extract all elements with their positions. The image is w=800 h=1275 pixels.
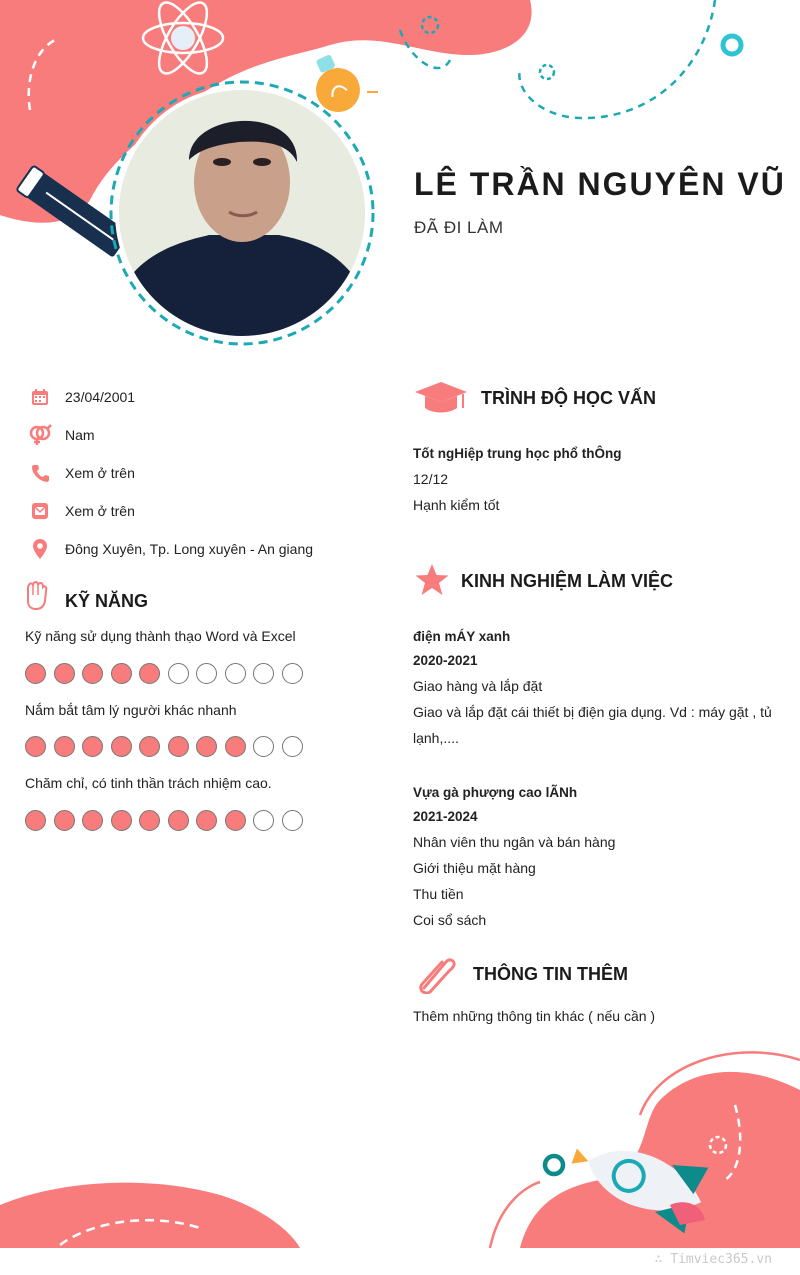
job-company: điện mÁY xanh [413,629,511,644]
skill-dot-filled [139,736,160,757]
calendar-icon [28,385,52,409]
skill-dot-filled [82,736,103,757]
site-watermark: ∴ Timviec365.vn [654,1252,772,1267]
skill-dot-filled [25,663,46,684]
profile-photo [119,90,365,336]
graduation-cap-icon [413,380,469,419]
skill-dot-filled [111,736,132,757]
experience-title: KINH NGHIỆM LÀM VIỆC [461,571,674,591]
skill-dot-empty [253,810,274,831]
skill-dot-filled [54,736,75,757]
job-detail: Giao và lắp đặt cái thiết bị điện gia dụng. Vd : máy gặt , tủ lạnh,.... [413,704,772,746]
skill-dot-empty [253,663,274,684]
job-detail: Giới thiệu mặt hàng [413,860,536,876]
education-school: Tốt ngHiệp trung học phổ thÔng [413,446,622,461]
email-icon [28,499,52,523]
birthdate-value: 23/04/2001 [65,389,136,405]
info-birthdate [28,385,135,409]
job-company: Vựa gà phượng cao lÃNh [413,785,578,800]
skill-dot-filled [25,736,46,757]
info-address [28,537,313,561]
additional-title: THÔNG TIN THÊM [473,964,628,984]
info-gender [28,423,95,447]
skill-dot-filled [54,663,75,684]
additional-text: Thêm những thông tin khác ( nếu cần ) [413,1008,656,1024]
skill-name: Kỹ năng sử dụng thành thạo Word và Excel [25,628,296,644]
skill-dot-filled [225,810,246,831]
gender-icon [28,423,52,447]
skill-dot-filled [82,663,103,684]
skill-dot-filled [225,736,246,757]
skill-rating [25,663,303,684]
skill-dot-filled [111,810,132,831]
skill-dot-filled [168,810,189,831]
fist-icon [24,579,48,616]
job-role: Nhân viên thu ngân và bán hàng [413,834,616,850]
skill-dot-filled [168,736,189,757]
skill-rating [25,736,303,757]
skill-dot-empty [282,736,303,757]
job-period: 2021-2024 [413,809,478,824]
skill-dot-filled [139,810,160,831]
email-value: Xem ở trên [65,503,135,519]
info-email [28,499,135,523]
skills-title: KỸ NĂNG [65,591,149,611]
skill-dot-empty [282,810,303,831]
skill-dot-filled [82,810,103,831]
education-title: TRÌNH ĐỘ HỌC VẤN [481,388,656,408]
skill-dot-empty [196,663,217,684]
skill-dot-filled [139,663,160,684]
skill-dot-filled [25,810,46,831]
job-detail: Thu tiền [413,886,464,902]
gender-value: Nam [65,427,95,443]
skill-dot-filled [196,810,217,831]
teal-loop-deco [540,65,554,79]
skill-dot-empty [282,663,303,684]
job-role: Giao hàng và lắp đặt [413,678,543,694]
skill-dot-empty [225,663,246,684]
skill-name: Chăm chỉ, có tinh thần trách nhiệm cao. [25,775,272,791]
candidate-name: LÊ TRẦN NGUYÊN VŨ [414,166,786,202]
skill-dot-filled [196,736,217,757]
address-value: Đông Xuyên, Tp. Long xuyên - An giang [65,541,314,557]
skill-name: Nắm bắt tâm lý người khác nhanh [25,702,237,718]
skill-dot-filled [54,810,75,831]
skill-dot-filled [111,663,132,684]
paperclip-icon [416,954,458,999]
job-detail: Coi sổ sách [413,912,487,928]
location-pin-icon [28,537,52,561]
bottom-left-blob [0,1183,300,1248]
teal-ring-deco [723,36,741,54]
phone-icon [28,461,52,485]
star-icon [414,563,450,602]
skill-rating [25,810,303,831]
job-status: ĐÃ ĐI LÀM [414,218,504,237]
dashed-curve-top-right [519,0,715,118]
skill-dot-empty [253,736,274,757]
job-period: 2020-2021 [413,653,478,668]
education-note: Hạnh kiểm tốt [413,497,500,513]
info-phone [28,461,135,485]
education-period: 12/12 [413,471,449,487]
skill-dot-empty [168,663,189,684]
phone-value: Xem ở trên [65,465,135,481]
